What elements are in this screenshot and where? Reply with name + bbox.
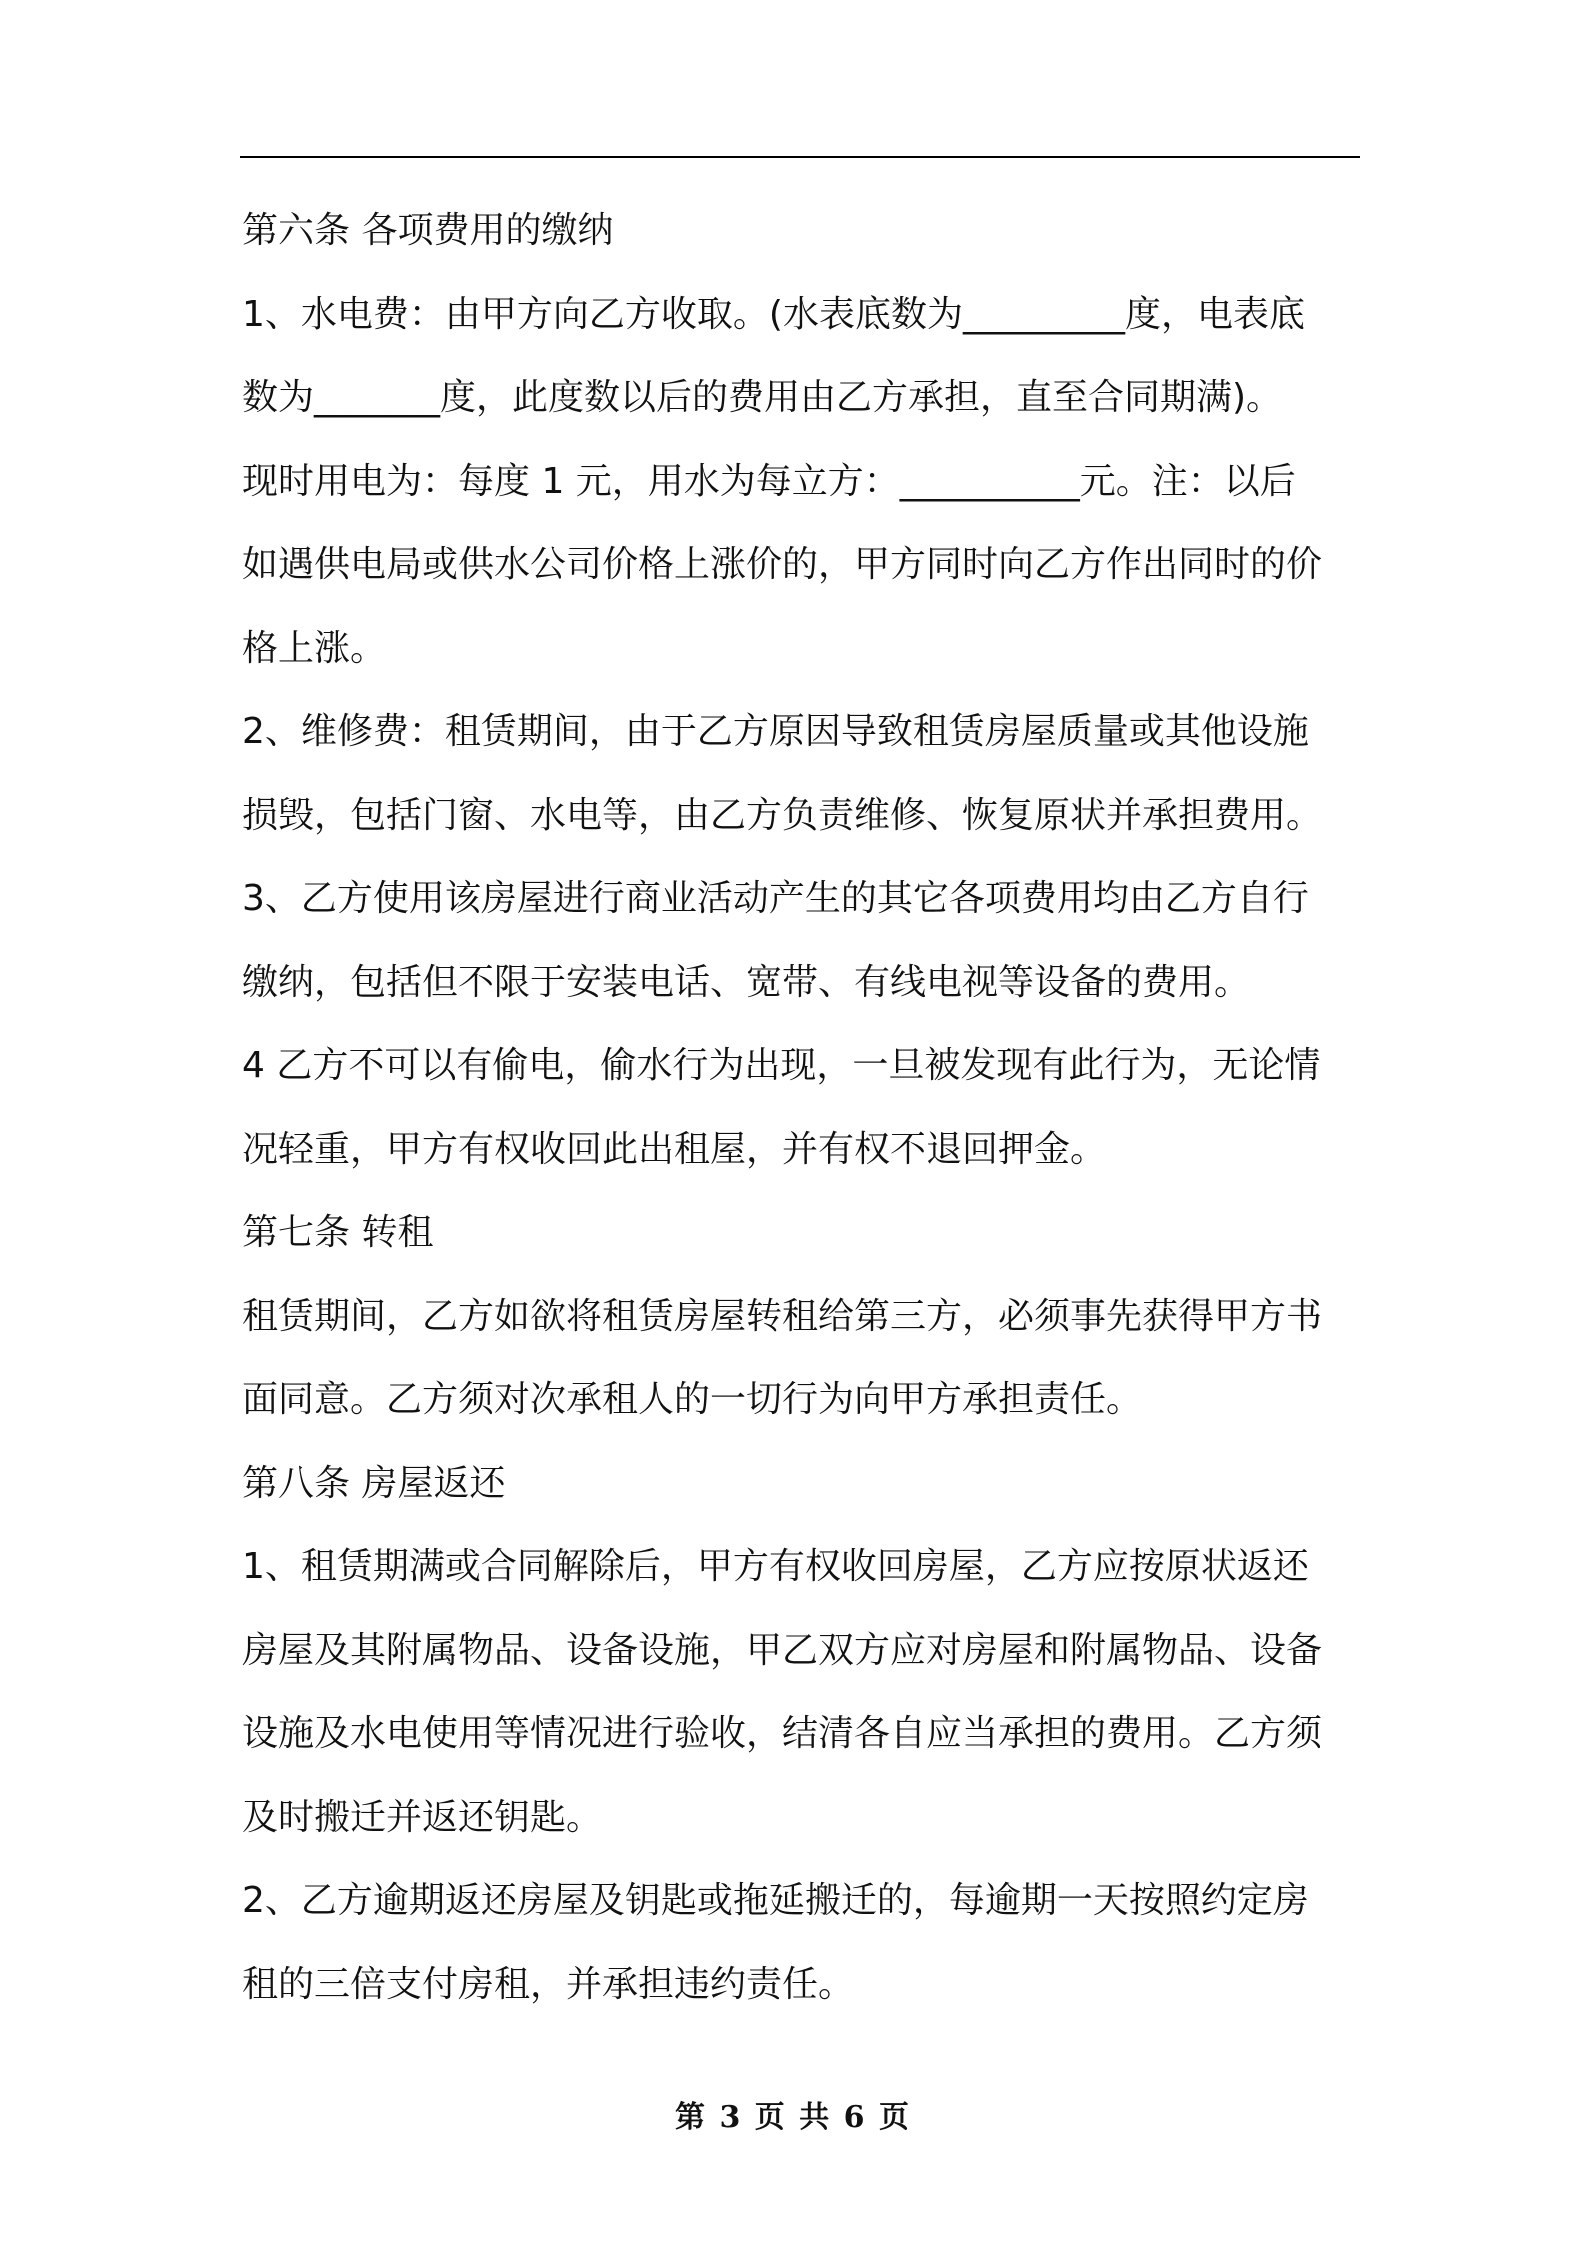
section-heading-6: 第六条 各项费用的缴纳 xyxy=(242,210,614,251)
text-line: 3、乙方使用该房屋进行商业活动产生的其它各项费用均由乙方自行 xyxy=(242,878,1309,919)
text-line: 租的三倍支付房租，并承担违约责任。 xyxy=(242,1963,855,2005)
text-line: 设施及水电使用等情况进行验收，结清各自应当承担的费用。乙方须 xyxy=(242,1713,1323,1754)
text-line: 数为_______度，此度数以后的费用由乙方承担，直至合同期满)。 xyxy=(242,377,1283,418)
text-line: 缴纳，包括但不限于安装电话、宽带、有线电视等设备的费用。 xyxy=(242,961,1251,1003)
text-line: 租赁期间，乙方如欲将租赁房屋转租给第三方，必须事先获得甲方书 xyxy=(242,1295,1323,1337)
text-line: 4 乙方不可以有偷电，偷水行为出现，一旦被发现有此行为，无论情 xyxy=(242,1045,1321,1086)
text-line: 如遇供电局或供水公司价格上涨价的，甲方同时向乙方作出同时的价 xyxy=(242,544,1323,585)
text-line: 及时搬迁并返还钥匙。 xyxy=(242,1796,603,1838)
text-line: 2、维修费：租赁期间，由于乙方原因导致租赁房屋质量或其他设施 xyxy=(242,711,1309,752)
header-rule xyxy=(240,156,1360,158)
section-heading-8: 第八条 房屋返还 xyxy=(242,1462,506,1504)
text-line: 现时用电为：每度 1 元，用水为每立方：__________元。注：以后 xyxy=(242,460,1296,502)
section-heading-7: 第七条 转租 xyxy=(242,1212,434,1253)
text-line: 况轻重，甲方有权收回此出租屋，并有权不退回押金。 xyxy=(242,1128,1107,1170)
page-number: 第 3 页 共 6 页 xyxy=(675,2100,911,2135)
text-line: 2、乙方逾期返还房屋及钥匙或拖延搬迁的，每逾期一天按照约定房 xyxy=(242,1880,1309,1921)
text-line: 面同意。乙方须对次承租人的一切行为向甲方承担责任。 xyxy=(242,1379,1143,1420)
text-line: 1、水电费：由甲方向乙方收取。(水表底数为_________度，电表底 xyxy=(242,293,1305,335)
document-body xyxy=(242,189,1360,2026)
text-line: 1、租赁期满或合同解除后，甲方有权收回房屋，乙方应按原状返还 xyxy=(242,1546,1309,1587)
text-line: 格上涨。 xyxy=(242,627,387,669)
text-line: 房屋及其附属物品、设备设施，甲乙双方应对房屋和附属物品、设备 xyxy=(242,1629,1323,1671)
text-line: 损毁，包括门窗、水电等，由乙方负责维修、恢复原状并承担费用。 xyxy=(242,794,1323,836)
